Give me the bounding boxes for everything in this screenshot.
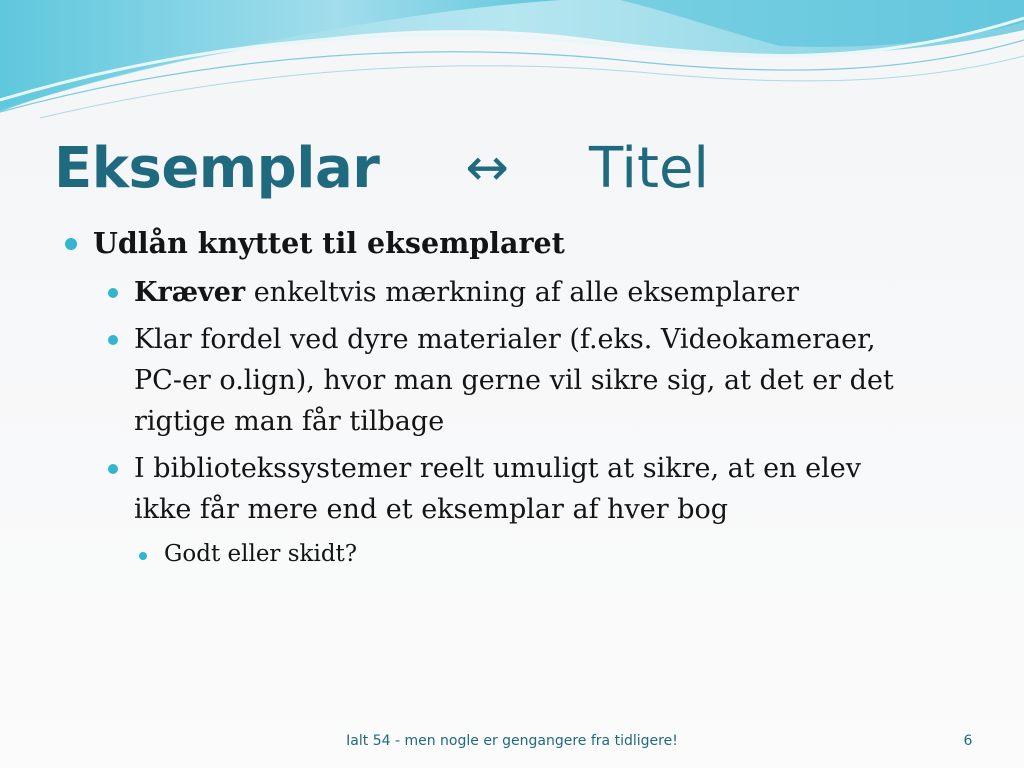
bullet-text: enkeltvis mærkning af alle eksemplarer bbox=[245, 277, 799, 308]
title-secondary-text: Titel bbox=[588, 135, 709, 201]
bullet-bold-text: Kræver bbox=[134, 277, 246, 308]
slide-title bbox=[54, 128, 709, 208]
bullet-text: Udlån knyttet til eksemplaret bbox=[93, 226, 565, 260]
bullet-level-2-item-1 bbox=[106, 272, 962, 313]
bullet-level-2-item-2 bbox=[106, 319, 962, 442]
bullet-line: rigtige man får tilbage bbox=[134, 406, 445, 437]
bullet-dot-icon bbox=[65, 238, 77, 250]
bullet-dot-icon bbox=[108, 335, 118, 345]
bullet-level-3-item-1 bbox=[136, 538, 962, 571]
bullet-dot-icon bbox=[139, 552, 147, 560]
bullet-dot-icon bbox=[108, 464, 118, 474]
bullet-line: Klar fordel ved dyre materialer (f.eks. Videokameraer, bbox=[134, 324, 876, 355]
slide-content bbox=[62, 222, 962, 571]
slide-footer: Ialt 54 - men nogle er gengangere fra tidligere! bbox=[346, 733, 678, 749]
bullet-dot-icon bbox=[108, 288, 118, 298]
header-wave-decoration bbox=[0, 0, 1024, 130]
title-main-text: Eksemplar bbox=[54, 135, 380, 201]
bullet-line: ikke får mere end et eksemplar af hver bog bbox=[134, 494, 729, 525]
left-right-arrow-icon: ↔ bbox=[465, 138, 509, 198]
bullet-level-2-item-3 bbox=[106, 448, 962, 530]
wave-line-3 bbox=[40, 56, 1024, 118]
bullet-level-1 bbox=[62, 222, 962, 264]
bullet-text: Godt eller skidt? bbox=[164, 541, 358, 567]
slide-number: 6 bbox=[963, 733, 973, 749]
bullet-line: PC-er o.lign), hvor man gerne vil sikre sig, at det er det bbox=[134, 365, 894, 396]
bullet-line: I bibliotekssystemer reelt umuligt at sikre, at en elev bbox=[134, 453, 861, 484]
